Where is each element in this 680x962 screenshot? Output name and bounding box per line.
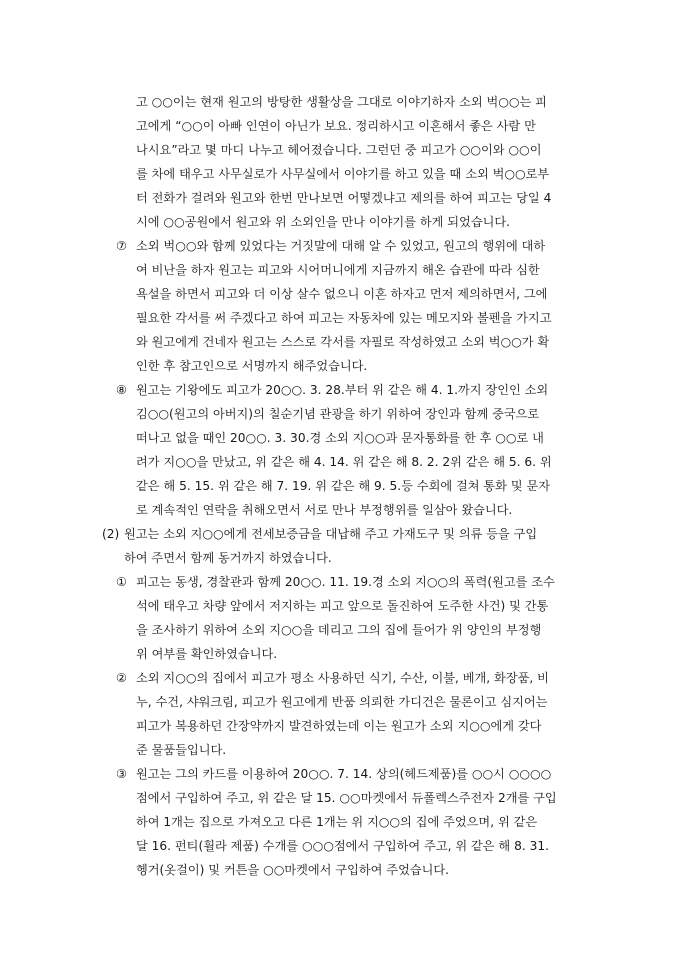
text-line: 를 차에 태우고 사무실로가 사무실에서 이야기를 하고 있을 때 소외 벅○○로부 bbox=[136, 167, 550, 181]
text-line: 피고는 동생, 경찰관과 함께 20○○. 11. 19.경 소외 지○○의 폭력(원고를 조수 bbox=[136, 575, 555, 589]
text-line: 와 원고에게 건네자 원고는 스스로 각서를 자필로 작성하였고 소외 벅○○가 확 bbox=[136, 335, 550, 349]
text-line: 원고는 소외 지○○에게 전세보증금을 대납해 주고 가재도구 및 의류 등을 구입 bbox=[124, 527, 538, 541]
text-line: 떠나고 없을 때인 20○○. 3. 30.경 소외 지○○과 문자통화를 한 후 ○○로 내 bbox=[136, 431, 544, 445]
text-line: 헹거(옷걸이) 및 커튼을 ○○마켓에서 구입하여 주었습니다. bbox=[136, 863, 450, 877]
text-line: 소외 벅○○와 함께 있었다는 거짓말에 대해 알 수 있었고, 원고의 행위에 대하 bbox=[136, 239, 546, 253]
text-line: 하여 1개는 집으로 가져오고 다른 1개는 위 지○○의 집에 주었으며, 위 같은 bbox=[136, 815, 538, 829]
item-marker: ⑦ bbox=[116, 239, 127, 253]
text-line: 위 여부를 확인하였습니다. bbox=[136, 647, 278, 661]
text-line: 을 조사하기 위하여 소외 지○○을 데리고 그의 집에 들어가 위 양인의 부정행 bbox=[136, 623, 542, 637]
text-line: 원고는 그의 카드를 이용하여 20○○. 7. 14. 상의(헤드제품)를 ○○시 ○○○○ bbox=[136, 767, 552, 781]
text-line: 소외 지○○의 집에서 피고가 평소 사용하던 식기, 수산, 이불, 베개, 화장품, 비 bbox=[136, 671, 549, 685]
text-line: 나시요”라고 몇 마디 나누고 헤어졌습니다. 그런던 중 피고가 ○○이와 ○○이 bbox=[136, 143, 542, 157]
text-line: 김○○(원고의 아버지)의 칠순기념 관광을 하기 위하여 장인과 함께 중국으로 bbox=[136, 407, 540, 421]
text-line: 고 ○○이는 현재 원고의 방탕한 생활상을 그대로 이야기하자 소외 벅○○는 피 bbox=[136, 95, 547, 109]
item-marker: ⑧ bbox=[116, 383, 127, 397]
text-line: 시에 ○○공원에서 원고와 위 소외인을 만나 이야기를 하게 되었습니다. bbox=[136, 215, 511, 229]
text-line: 려가 지○○을 만났고, 위 같은 해 4. 14. 위 같은 해 8. 2. 2위 같은 해 5. 6. 위 bbox=[136, 455, 552, 469]
text-line: 로 계속적인 연락을 취해오면서 서로 만나 부정행위를 일삼아 왔습니다. bbox=[136, 503, 513, 517]
text-line: 인한 후 참고인으로 서명까지 해주었습니다. bbox=[136, 359, 368, 373]
text-line: 같은 해 5. 15. 위 같은 해 7. 19. 위 같은 해 9. 5.등 수회에 걸쳐 통화 및 문자 bbox=[136, 479, 551, 493]
text-line: 피고가 복용하던 간장약까지 발견하였는데 이는 원고가 소외 지○○에게 갖다 bbox=[136, 719, 542, 733]
item-marker: ① bbox=[116, 575, 127, 589]
text-line: 필요한 각서를 써 주겠다고 하여 피고는 자동차에 있는 메모지와 볼펜을 가지고 bbox=[136, 311, 552, 325]
section-marker: (2) bbox=[102, 527, 120, 541]
text-line: 준 물품들입니다. bbox=[136, 743, 227, 757]
text-line: 원고는 기왕에도 피고가 20○○. 3. 28.부터 위 같은 해 4. 1.까지 장인인 소외 bbox=[136, 383, 549, 397]
text-line: 욕설을 하면서 피고와 더 이상 살수 없으니 이혼 하자고 먼저 제의하면서, 그에 bbox=[136, 287, 548, 301]
text-line: 고에게 “○○이 아빠 인연이 아닌가 보요. 정리하시고 이혼해서 좋은 사람 만 bbox=[136, 119, 536, 133]
text-line: 석에 태우고 차량 앞에서 저지하는 피고 앞으로 돌진하여 도주한 사건) 및 간통 bbox=[136, 599, 549, 613]
text-line: 하여 주면서 함께 동거까지 하였습니다. bbox=[124, 551, 332, 565]
text-line: 터 전화가 걸려와 원고와 한번 만나보면 어떻겠냐고 제의를 하여 피고는 당일 4 bbox=[136, 191, 552, 205]
item-marker: ② bbox=[116, 671, 127, 685]
text-line: 달 16. 펀티(휠라 제품) 수개를 ○○○점에서 구입하여 주고, 위 같은 해 8. 31. bbox=[136, 839, 549, 853]
text-line: 누, 수건, 샤워크림, 피고가 원고에게 반품 의뢰한 가디건은 물론이고 심지어는 bbox=[136, 695, 548, 709]
item-marker: ③ bbox=[116, 767, 127, 781]
text-line: 여 비난을 하자 원고는 피고와 시어머니에게 지금까지 해온 습관에 따라 심한 bbox=[136, 263, 540, 277]
text-line: 점에서 구입하여 주고, 위 같은 달 15. ○○마켓에서 듀폴렉스주전자 2개를 구입 bbox=[136, 791, 557, 805]
